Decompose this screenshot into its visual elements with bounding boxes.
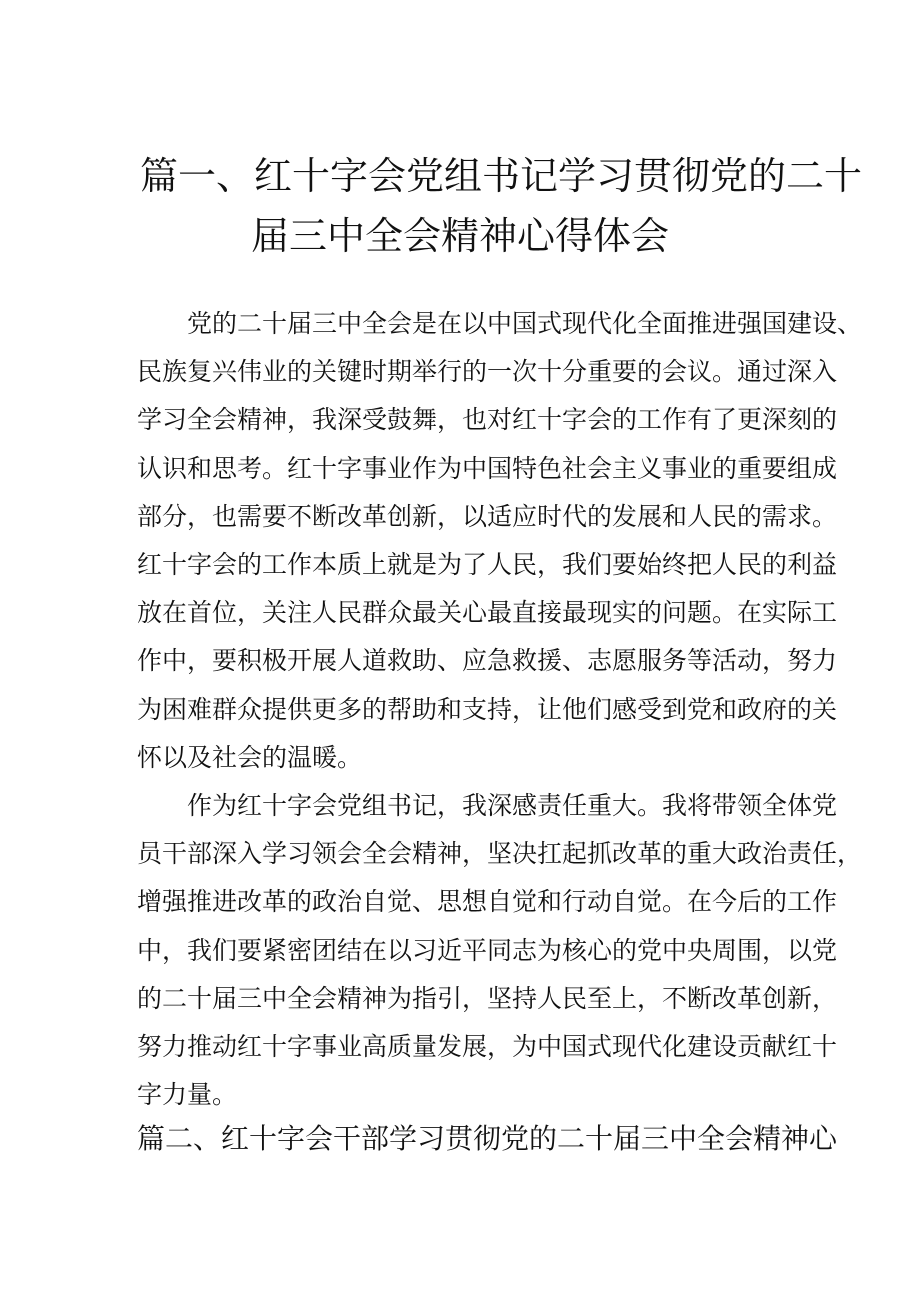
paragraph-line: 红十字会的工作本质上就是为了人民，我们要始终把人民的利益 bbox=[137, 550, 838, 580]
paragraph-line: 中，我们要紧密团结在以习近平同志为核心的党中央周围，以党 bbox=[137, 935, 838, 965]
paragraph-line: 认识和思考。红十字事业作为中国特色社会主义事业的重要组成 bbox=[137, 453, 838, 483]
next-section-heading: 篇二、红十字会干部学习贯彻党的二十届三中全会精神心 bbox=[137, 1122, 838, 1155]
paragraph-line: 的二十届三中全会精神为指引，坚持人民至上，不断改革创新， bbox=[137, 983, 838, 1013]
paragraph-line: 学习全会精神，我深受鼓舞，也对红十字会的工作有了更深刻的 bbox=[137, 405, 838, 435]
paragraph-line: 作中，要积极开展人道救助、应急救援、志愿服务等活动，努力 bbox=[137, 646, 838, 676]
paragraph-line: 放在首位，关注人民群众最关心最直接最现实的问题。在实际工 bbox=[137, 598, 838, 628]
paragraph-line: 字力量。 bbox=[137, 1080, 238, 1110]
paragraph-line: 作为红十字会党组书记，我深感责任重大。我将带领全体党 bbox=[187, 791, 838, 821]
title-line: 届三中全会精神心得体会 bbox=[250, 214, 669, 258]
paragraph-line: 增强推进改革的政治自觉、思想自觉和行动自觉。在今后的工作 bbox=[137, 887, 838, 917]
paragraph-line: 部分，也需要不断改革创新，以适应时代的发展和人民的需求。 bbox=[137, 501, 838, 531]
paragraph-line: 怀以及社会的温暖。 bbox=[137, 742, 363, 772]
paragraph-line: 民族复兴伟业的关键时期举行的一次十分重要的会议。通过深入 bbox=[137, 357, 838, 387]
paragraph-line: 员干部深入学习领会全会精神，坚决扛起抓改革的重大政治责任， bbox=[137, 839, 863, 869]
paragraph-1 bbox=[137, 300, 863, 782]
paragraph-line: 党的二十届三中全会是在以中国式现代化全面推进强国建设、 bbox=[187, 309, 863, 338]
paragraph-line: 为困难群众提供更多的帮助和支持，让他们感受到党和政府的关 bbox=[137, 694, 838, 724]
title-line: 篇一、红十字会党组书记学习贯彻党的二十 bbox=[140, 154, 863, 198]
document-title bbox=[140, 146, 863, 266]
paragraph-line: 努力推动红十字事业高质量发展，为中国式现代化建设贡献红十 bbox=[137, 1032, 838, 1062]
document-body bbox=[137, 300, 863, 1119]
paragraph-2 bbox=[137, 782, 863, 1119]
